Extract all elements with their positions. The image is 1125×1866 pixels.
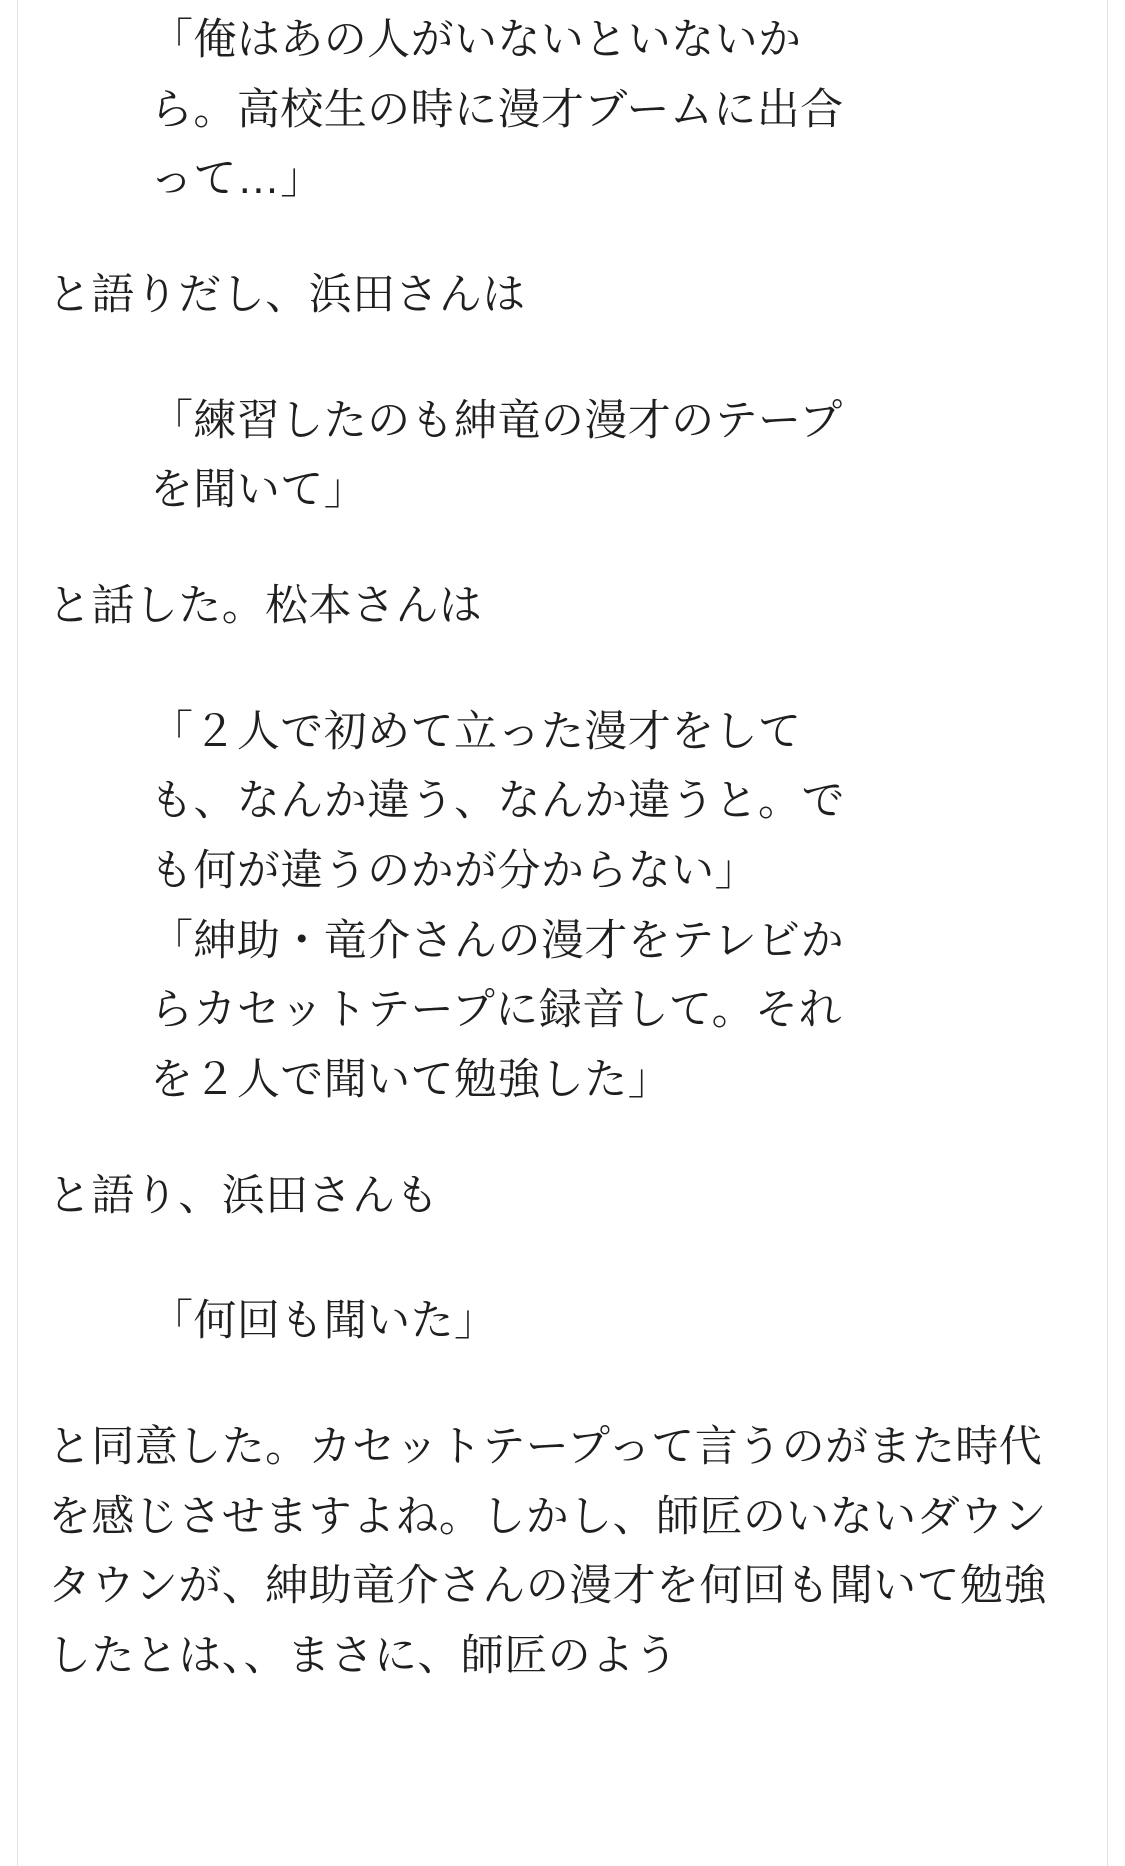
quote-line: って…」 [150,155,324,204]
spacer [48,215,1077,261]
spacer [48,642,1077,698]
quote-line: 「練習したのも紳竜の漫才のテープ [150,396,843,445]
spacer [48,1231,1077,1287]
quote-hamada-intro [48,6,1077,215]
paragraph-closing: と同意した。カセットテープって言うのがまた時代を感じさせますよね。しかし、師匠のいないダウンタウンが、紳助竜介さんの漫才を何回も聞いて勉強したとは、、まさに、師匠のよう [48,1422,1047,1680]
spacer [48,1357,1077,1413]
spacer [48,526,1077,572]
quote-line: も何が違うのかが分からない」 [150,846,759,895]
quote-line: 「何回も聞いた」 [150,1297,498,1346]
paragraph-hanashita-matsumoto: と話した。松本さんは [48,581,483,630]
quote-line: を２人で聞いて勉強した」 [150,1055,672,1104]
quote-line: 「紳助・竜介さんの漫才をテレビか [150,916,845,965]
spacer [48,1116,1077,1162]
spacer [48,331,1077,387]
paragraph-katari-hamada: と語りだし、浜田さんは [48,270,526,319]
quote-line: ら。高校生の時に漫才ブームに出合 [150,85,844,134]
quote-matsumoto-manzai [48,698,1077,1116]
quote-line: らカセットテープに録音して。それ [150,986,842,1035]
quote-hamada-nankaimo [48,1287,1077,1357]
paragraph-katari-hamada-mo: と語り、浜田さんも [48,1171,439,1220]
quote-line: 「俺はあの人がいないといないか [150,16,802,64]
quote-line: も、なんか違う、なんか違うと。で [150,777,845,826]
quote-hamada-tape [48,387,1077,526]
quote-line: 「２人で初めて立った漫才をして [150,707,802,756]
quote-line: を聞いて」 [150,466,368,515]
